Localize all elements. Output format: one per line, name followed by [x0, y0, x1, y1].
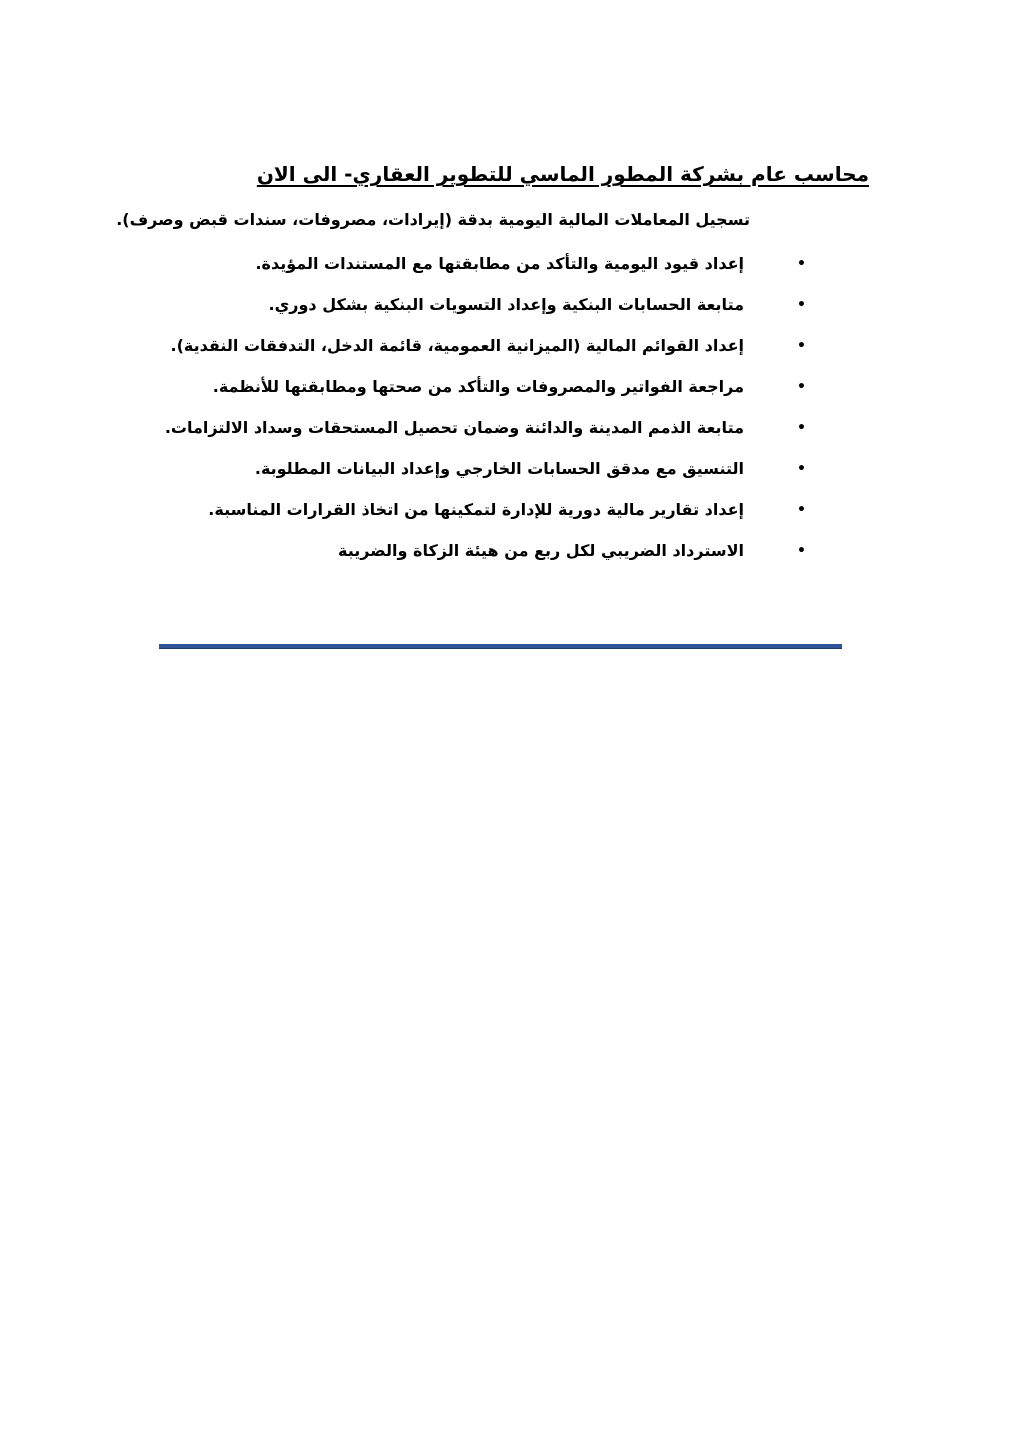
list-item-text: إعداد قيود اليومية والتأكد من مطابقتها مع المستندات المؤيدة. — [255, 254, 744, 273]
list-item-text: مراجعة الفواتير والمصروفات والتأكد من صحتها ومطابقتها للأنظمة. — [212, 377, 744, 396]
bullet-icon: • — [797, 338, 806, 354]
intro-paragraph: تسجيل المعاملات المالية اليومية بدقة (إيرادات، مصروفات، سندات قبض وصرف). — [116, 210, 750, 229]
list-item — [165, 537, 806, 578]
list-item — [165, 291, 806, 332]
list-item — [165, 455, 806, 496]
list-item-text: إعداد القوائم المالية (الميزانية العمومية، قائمة الدخل، التدفقات النقدية). — [170, 336, 744, 355]
bullet-icon: • — [797, 420, 806, 436]
list-item — [165, 373, 806, 414]
bullet-icon: • — [797, 379, 806, 395]
job-title-heading: محاسب عام بشركة المطور الماسي للتطوير العقاري- الى الان — [256, 162, 869, 186]
list-item-text: الاسترداد الضريبي لكل ربع من هيئة الزكاة والضريبة — [338, 541, 744, 560]
list-item — [165, 332, 806, 373]
list-item-text: متابعة الذمم المدينة والدائنة وضمان تحصيل المستحقات وسداد الالتزامات. — [164, 418, 744, 437]
list-item-text: التنسيق مع مدقق الحسابات الخارجي وإعداد البيانات المطلوبة. — [254, 459, 744, 478]
bullet-icon: • — [797, 256, 806, 272]
bullet-icon: • — [797, 502, 806, 518]
list-item — [165, 250, 806, 291]
bullet-icon: • — [797, 543, 806, 559]
list-item — [165, 496, 806, 537]
list-item-text: إعداد تقارير مالية دورية للإدارة لتمكينها من اتخاذ القرارات المناسبة. — [208, 500, 744, 519]
bullet-icon: • — [797, 297, 806, 313]
list-item — [164, 414, 806, 455]
responsibilities-list — [164, 250, 806, 578]
bullet-icon: • — [797, 461, 806, 477]
list-item-text: متابعة الحسابات البنكية وإعداد التسويات البنكية بشكل دوري. — [268, 295, 744, 314]
section-divider — [159, 644, 842, 649]
